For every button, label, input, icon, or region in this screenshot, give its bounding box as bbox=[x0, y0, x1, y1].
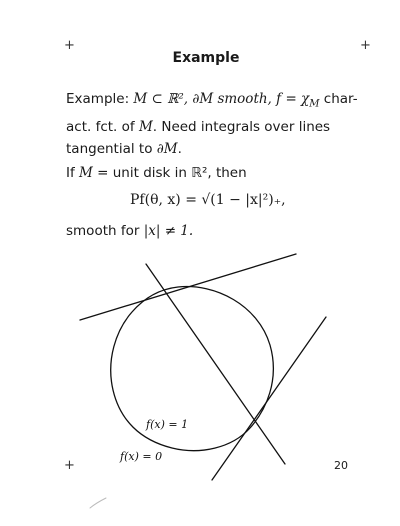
need-integrals: . Need integrals over lines tangential to bbox=[66, 118, 331, 157]
smooth-lead: smooth for bbox=[66, 223, 144, 239]
pencil-mark bbox=[90, 498, 106, 508]
crop-mark-top-left: + bbox=[64, 38, 75, 53]
boundary-m: ∂M bbox=[156, 140, 178, 157]
page-number: 20 bbox=[334, 459, 348, 472]
slide-title: Example bbox=[172, 50, 240, 66]
crop-mark-top-right: + bbox=[360, 38, 371, 53]
projection-formula: Pf(θ, x) = √(1 − |x|²)₊, bbox=[130, 192, 286, 208]
f-subscript: M bbox=[309, 98, 320, 110]
f-definition: f = χ bbox=[276, 91, 310, 107]
example-tail: char-act. fct. of bbox=[66, 91, 358, 135]
example-lead: Example: bbox=[66, 91, 130, 107]
set-m-2: M bbox=[79, 165, 93, 181]
m-subset-r2: M ⊂ ℝ², bbox=[133, 91, 189, 107]
smooth-condition: |x| ≠ 1. bbox=[143, 223, 194, 239]
secant-line bbox=[146, 264, 285, 464]
tangent-line-top bbox=[80, 254, 296, 320]
label-outside-disk: f(x) = 0 bbox=[120, 450, 163, 463]
crop-mark-bottom-left: + bbox=[64, 458, 75, 473]
paragraph1-end: . bbox=[177, 140, 182, 157]
if-lead: If bbox=[66, 165, 80, 181]
unit-disk-eq: = unit disk in ℝ², then bbox=[92, 165, 247, 181]
set-m: M bbox=[138, 118, 153, 135]
label-inside-disk: f(x) = 1 bbox=[146, 418, 189, 431]
boundary-smooth: ∂M smooth, bbox=[192, 91, 272, 107]
